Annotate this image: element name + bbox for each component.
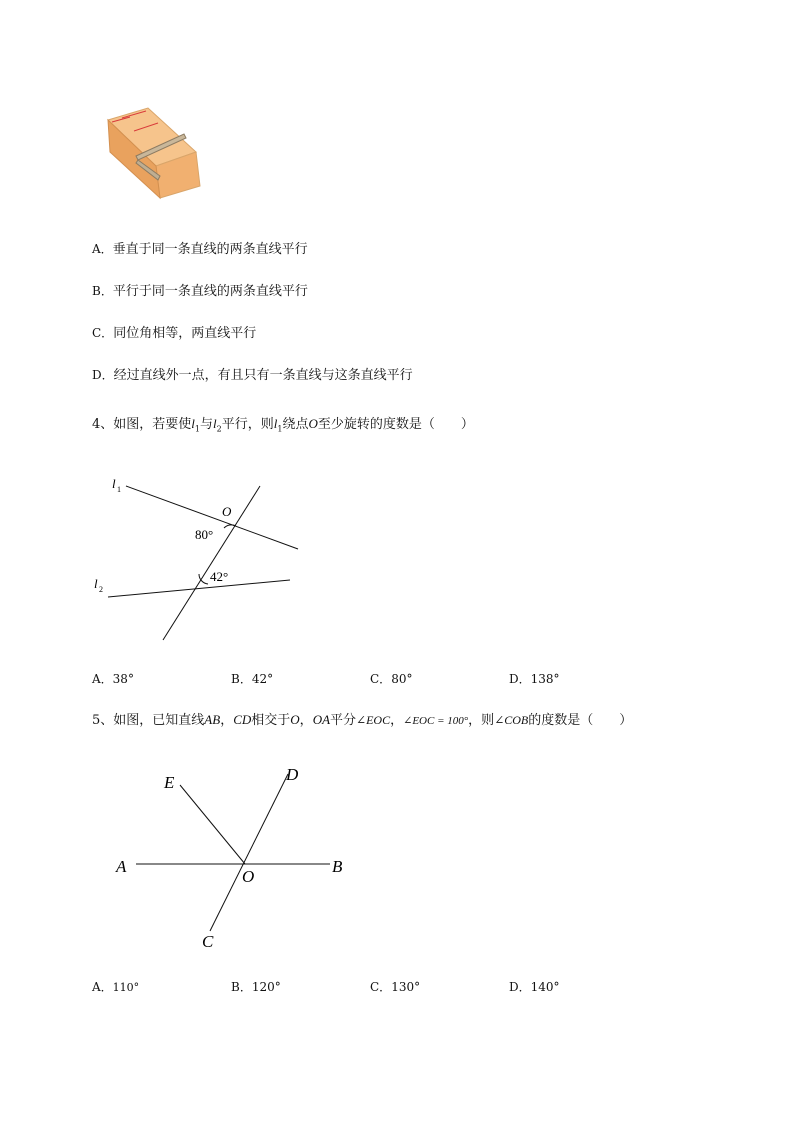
q5-option-c: C．130° <box>370 980 421 994</box>
q4-option-d: D．138° <box>509 672 560 686</box>
ray-OE <box>180 785 245 864</box>
transversal <box>163 486 260 640</box>
wood-block-illustration <box>100 100 212 200</box>
label-D: D <box>286 765 299 784</box>
label-A: A <box>116 857 127 876</box>
q5-figure <box>108 758 358 953</box>
q3-option-c: C．同位角相等，两直线平行 <box>92 326 257 341</box>
label-l1-sub: 1 <box>117 485 121 494</box>
label-B: B <box>332 857 343 876</box>
line-CD <box>210 774 288 931</box>
q4-figure <box>88 470 308 645</box>
q5-option-b: B．120° <box>231 980 281 994</box>
label-l2-sub: 2 <box>99 585 103 594</box>
label-O: O <box>242 867 255 886</box>
q3-option-a: A．垂直于同一条直线的两条直线平行 <box>92 242 308 257</box>
angle-label-42: 42° <box>210 569 229 584</box>
q4-option-a: A．38° <box>92 672 134 686</box>
label-l2: l <box>94 576 98 591</box>
label-E: E <box>164 773 175 792</box>
q4-option-c: C．80° <box>370 672 413 686</box>
q5-option-d: D．140° <box>509 980 560 994</box>
label-O: O <box>222 504 232 519</box>
q5-option-a: A．110° <box>92 980 140 994</box>
q3-option-d: D．经过直线外一点，有且只有一条直线与这条直线平行 <box>92 368 413 383</box>
q4-option-b: B．42° <box>231 672 274 686</box>
label-C: C <box>202 932 214 951</box>
q5-stem: 5、如图，已知直线AB，CD相交于O，OA平分∠EOC，∠EOC = 100°，则∠COB的度数是（ ） <box>92 712 633 728</box>
q4-stem: 4、如图，若要使$l_1$与$l_2$平行，则$l_1$绕点O至少旋转的度数是（ ） <box>92 416 474 434</box>
angle-label-80: 80° <box>195 527 214 542</box>
label-l1: l <box>112 476 116 491</box>
q3-option-b: B．平行于同一条直线的两条直线平行 <box>92 284 308 299</box>
